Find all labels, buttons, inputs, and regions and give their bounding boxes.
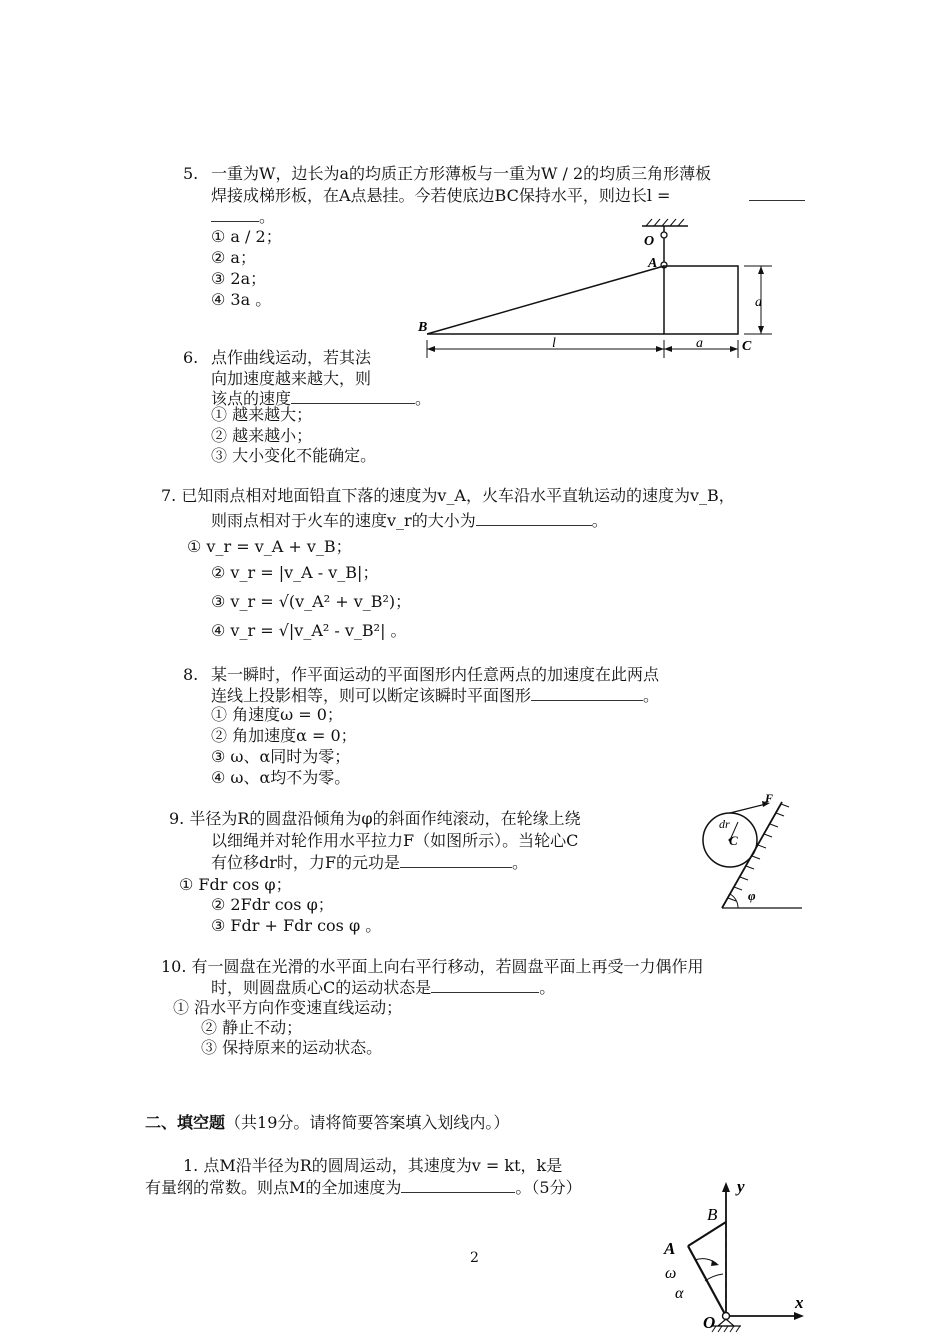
q7-line2: 则雨点相对于火车的速度v_r的大小为 。 [211, 511, 608, 530]
fill1-label-alpha: α [675, 1285, 684, 1302]
q5-option-3: ③ 2a； [211, 269, 267, 288]
q5-label-B: B [418, 320, 428, 335]
q10-answer-blank[interactable] [431, 978, 539, 993]
fill1-linkage-figure [655, 1176, 815, 1344]
section2-heading: 二、填空题（共19分。请将简要答案填入划线内。） [145, 1113, 510, 1132]
q8-option-4: ④ ω、α均不为零。 [211, 768, 351, 787]
q8-option-2: ② 角加速度α = 0； [211, 726, 357, 745]
q6-option-3: ③ 大小变化不能确定。 [211, 446, 377, 465]
fill1-label-y: y [737, 1177, 745, 1196]
q8-option-3: ③ ω、α同时为零； [211, 747, 351, 766]
q9-label-phi: φ [748, 888, 756, 903]
q5-label-O: O [644, 234, 655, 249]
q8-option-1: ① 角速度ω = 0； [211, 705, 343, 724]
q9-option-1: ① Fdr cos φ； [179, 875, 292, 894]
q5-option-4: ④ 3a 。 [211, 290, 272, 309]
q10-line1: 10. 有一圆盘在光滑的水平面上向右平行移动，若圆盘平面上再受一力偶作用 [161, 957, 704, 976]
fill1-label-x: x [795, 1293, 804, 1312]
q5-label-l: l [552, 336, 556, 351]
q10-line2: 时，则圆盘质心C的运动状态是 。 [211, 978, 556, 997]
fill1-label-O: O [703, 1313, 716, 1332]
q9-label-C: C [729, 833, 738, 848]
q5-label-C: C [742, 339, 752, 354]
fill1-line1: 1. 点M沿半径为R的圆周运动，其速度为v = kt，k是 [183, 1156, 563, 1175]
q7-option-3: ③ v_r = √(v_A² + v_B²)； [211, 592, 412, 611]
q5-trapezoid-figure [410, 218, 790, 364]
q8-line1: 某一瞬时，作平面运动的平面图形内任意两点的加速度在此两点 [211, 665, 660, 684]
fill1-label-omega: ω [665, 1265, 677, 1282]
q6-answer-blank[interactable] [291, 389, 415, 404]
q9-line1: 9. 半径为R的圆盘沿倾角为φ的斜面作纯滚动，在轮缘上绕 [169, 809, 581, 828]
q9-option-3: ③ Fdr + Fdr cos φ 。 [211, 916, 382, 935]
q7-line1: 7. 已知雨点相对地面铅直下落的速度为v_A，火车沿水平直轨运动的速度为v_B， [161, 486, 735, 505]
fill1-label-A: A [664, 1239, 676, 1258]
q8-line2: 连线上投影相等，则可以断定该瞬时平面图形 。 [211, 686, 660, 705]
q8-answer-blank[interactable] [531, 686, 643, 701]
q5-label-a-side: a [755, 295, 762, 310]
q6-number: 6. [183, 348, 199, 367]
q6-line1: 点作曲线运动，若其法 [211, 348, 372, 367]
q9-label-F: F [765, 794, 774, 805]
q9-line3: 有位移dr时，力F的元功是 。 [211, 853, 529, 872]
q6-line3: 该点的速度 。 [211, 389, 432, 408]
q5-option-2: ② a； [211, 248, 256, 267]
q6-line2: 向加速度越来越大，则 [211, 369, 372, 388]
q5-line1: 一重为W，边长为a的均质正方形薄板与一重为W / 2的均质三角形薄板 [211, 164, 712, 183]
q5-line2: 焊接成梯形板，在A点悬挂。今若使底边BC保持水平，则边长l = [211, 186, 671, 205]
q5-label-A: A [648, 256, 658, 271]
q5-answer-blank[interactable] [749, 185, 805, 206]
q7-option-2: ② v_r = |v_A - v_B|； [211, 563, 379, 582]
q10-option-3: ③ 保持原来的运动状态。 [201, 1038, 383, 1057]
fill1-answer-blank[interactable] [401, 1178, 515, 1193]
q6-option-1: ① 越来越大； [211, 405, 313, 424]
q5-option-1: ① a / 2； [211, 227, 282, 246]
q5-line3: 。 [211, 206, 275, 227]
q5-number: 5. [183, 164, 199, 183]
q10-option-2: ② 静止不动； [201, 1018, 303, 1037]
q9-line2: 以细绳并对轮作用水平拉力F（如图所示）。当轮心C [211, 831, 579, 850]
q6-option-2: ② 越来越小； [211, 426, 313, 445]
page-number: 2 [470, 1250, 479, 1266]
q10-option-1: ① 沿水平方向作变速直线运动； [173, 998, 403, 1017]
q5-label-a-bottom: a [696, 336, 703, 351]
q9-label-dr: dr [719, 817, 730, 831]
q9-incline-disk-figure [690, 794, 810, 916]
fill1-line2: 有量纲的常数。则点M的全加速度为 。（5分） [145, 1178, 582, 1197]
q7-option-4: ④ v_r = √|v_A² - v_B²| 。 [211, 621, 407, 640]
q9-option-2: ② 2Fdr cos φ； [211, 895, 334, 914]
q9-answer-blank[interactable] [400, 853, 512, 868]
fill1-label-B: B [707, 1205, 718, 1224]
q8-number: 8. [183, 665, 199, 684]
q7-option-1: ① v_r = v_A + v_B； [187, 537, 352, 556]
q7-answer-blank[interactable] [476, 511, 592, 526]
